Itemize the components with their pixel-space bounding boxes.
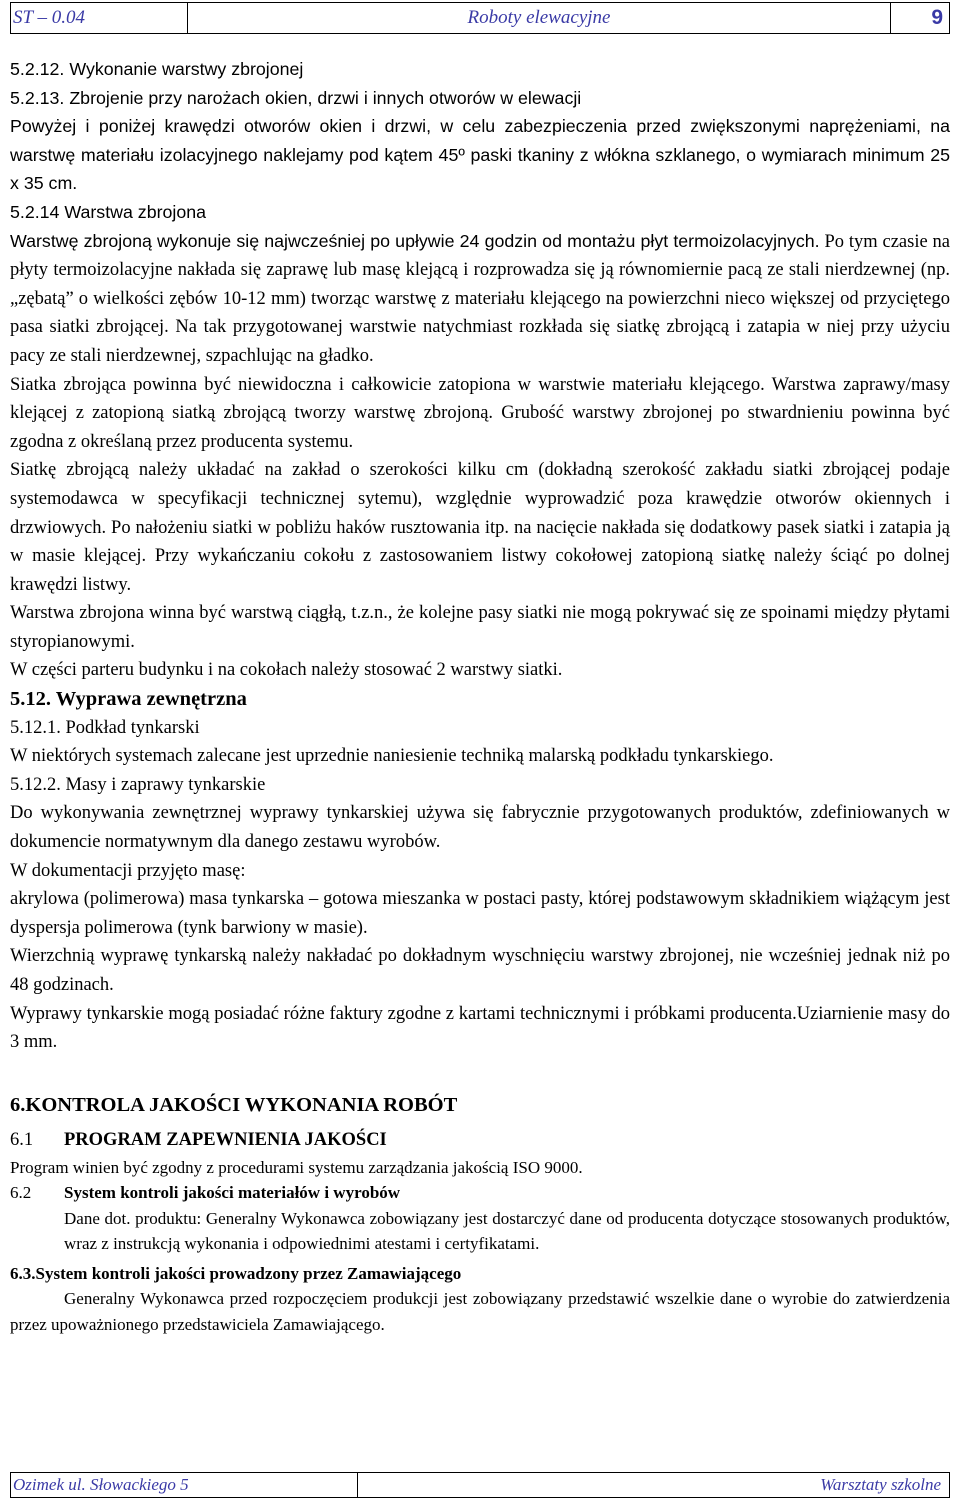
paragraph-continuous-layer: Warstwa zbrojona winna być warstwą ciągłą, t.z.n., że kolejne pasy siatki nie mogą pokrywać się ze spoinami między płytami styropianowymi.: [10, 603, 950, 652]
subsection-heading-5-12-1: 5.12.1. Podkład tynkarski: [10, 717, 200, 738]
paragraph-openings-reinforcement: Powyżej i poniżej krawędzi otworów okien i drzwi, w celu zabezpieczenia przed zwiększonymi naprężeniami, na warstwę materiału izolacyjnego naklejamy pod kątem 45º paski tkaniny z włókna szklanego, o wymiarach minimum 25 x 35 cm.: [10, 116, 950, 194]
subsection-heading-5-2-12: 5.2.12. Wykonanie warstwy zbrojonej: [10, 59, 304, 79]
subsection-6-1-title: PROGRAM ZAPEWNIENIA JAKOŚCI: [64, 1129, 387, 1150]
subsection-6-1-text: Program winien być zgodny z procedurami systemu zarządzania jakością ISO 9000.: [10, 1157, 583, 1177]
subsection-6-1-heading: [10, 1125, 950, 1155]
paragraph-reinforced-layer: [10, 227, 950, 371]
paragraph-reinforced-layer-lead: Warstwę zbrojoną wykonuje się najwcześniej po upływie 24 godzin od montażu płyt termoizolacyjnych.: [10, 230, 820, 251]
subsection-6-2-number: 6.2: [10, 1183, 32, 1203]
subsection-6-1-number: 6.1: [10, 1129, 34, 1150]
subsection-6-2-title: System kontroli jakości materiałów i wyrobów: [64, 1183, 401, 1203]
paragraph-documentation: W dokumentacji przyjęto masę:: [10, 860, 246, 881]
subsection-6-2-heading: [10, 1180, 950, 1206]
subsection-6-2-text: Dane dot. produktu: Generalny Wykonawca zobowiązany jest dostarczyć dane od producenta dotyczące stosowanych produktów, wraz z instrukcją wykonania i odpowiednimi atestami i certyfikatami.: [64, 1208, 950, 1254]
paragraph-plaster-products: Do wykonywania zewnętrznej wyprawy tynkarskiej używa się fabrycznie przygotowanych produktów, zdefiniowanych w dokumencie normatywnym dla danego zestawu wyrobów.: [10, 803, 950, 853]
section-heading-5-12: 5.12. Wyprawa zewnętrzna: [10, 688, 247, 711]
paragraph-primer: W niektórych systemach zalecane jest uprzednie naniesienie techniką malarską podkładu tynkarskiego.: [10, 746, 774, 767]
footer-institution: Warsztaty szkolne: [820, 1475, 941, 1494]
subsection-heading-5-2-13: 5.2.13. Zbrojenie przy narożach okien, drzwi i innych otworów w elewacji: [10, 87, 582, 108]
paragraph-mesh-overlap: Siatkę zbrojącą należy układać na zakład o szerokości kilku cm (dokładną szerokość zakładu siatki zbrojącej podaje systemodawca w specyfikacji technicznej sytemu), względnie wyprowadzić poza krawędzie otworów okiennych i drzwiowych. Po nałożeniu siatki w pobliżu haków rusztowania itp. na nacięcie nakłada się dodatkowy pasek siatki i zatapia ją w masie klejącej. Przy wykańczaniu cokołu z zastosowaniem listwy cokołowej zatopioną siatkę należy ściąć po dolnej krawędzi listwy.: [10, 460, 950, 595]
paragraph-ground-floor: W części parteru budynku i na cokołach należy stosować 2 warstwy siatki.: [10, 660, 563, 681]
header-code: ST – 0.04: [11, 3, 188, 33]
paragraph-mesh-embedding: Siatka zbrojąca powinna być niewidoczna i całkowicie zatopiona w warstwie materiału klejącego. Warstwa zaprawy/masy klejącej z zatopioną siatką zbrojącą tworzy warstwę zbrojoną. Grubość warstwy zbrojonej po stwardnieniu powinna być zgodna z określaną przez producenta systemu.: [10, 374, 950, 452]
header-page-number: 9: [931, 6, 943, 29]
header-title: Roboty elewacyjne: [188, 3, 891, 33]
page-footer: [10, 1472, 950, 1498]
subsection-heading-5-12-2: 5.12.2. Masy i zaprawy tynkarskie: [10, 774, 266, 795]
section-6-content: [10, 1125, 950, 1338]
section-heading-6: 6.KONTROLA JAKOŚCI WYKONANIA ROBÓT: [10, 1093, 458, 1116]
subsection-heading-5-2-14: 5.2.14 Warstwa zbrojona: [10, 201, 207, 222]
footer-address: Ozimek ul. Słowackiego 5: [11, 1473, 358, 1497]
paragraph-textures: Wyprawy tynkarskie mogą posiadać różne faktury zgodne z kartami technicznymi i próbkami producenta.Uziarnienie masy do 3 mm.: [10, 1003, 950, 1053]
subsection-6-3-text: Generalny Wykonawca przed rozpoczęciem produkcji jest zobowiązany przedstawić wszelkie dane o wyrobie do zatwierdzenia przez upoważnionego przedstawiciela Zamawiającego.: [10, 1289, 950, 1334]
page-header: [10, 2, 950, 34]
document-page: [10, 0, 950, 1500]
paragraph-top-coat: Wierzchnią wyprawę tynkarską należy nakładać po dokładnym wyschnięciu warstwy zbrojonej, nie wcześniej jednak niż po 48 godzinach.: [10, 946, 950, 995]
subsection-6-3-heading: 6.3.System kontroli jakości prowadzony przez Zamawiającego: [10, 1263, 462, 1283]
paragraph-acrylic-mass: akrylowa (polimerowa) masa tynkarska – gotowa mieszanka w postaci pasty, której podstawowym składnikiem wiążącym jest dyspersja polimerowa (tynk barwiony w masie).: [10, 889, 950, 938]
document-body: [10, 55, 950, 1337]
paragraph-reinforced-layer-rest: Po tym czasie na płyty termoizolacyjne nakłada się zaprawę lub masę klejącą i rozprowadza się ją równomiernie pacą ze stali nierdzewnej (np. „zębatą” o wielkości zębów 10-12 mm) tworząc warstwę z materiału klejącego na powierzchni nieco większej od przyciętego pasa siatki zbrojącej. Na tak przygotowanej warstwie natychmiast rozkłada się siatkę zbrojącą i zatapia w niej przy użyciu pacy ze stali nierdzewnej, szpachlując na gładko.: [10, 231, 951, 366]
